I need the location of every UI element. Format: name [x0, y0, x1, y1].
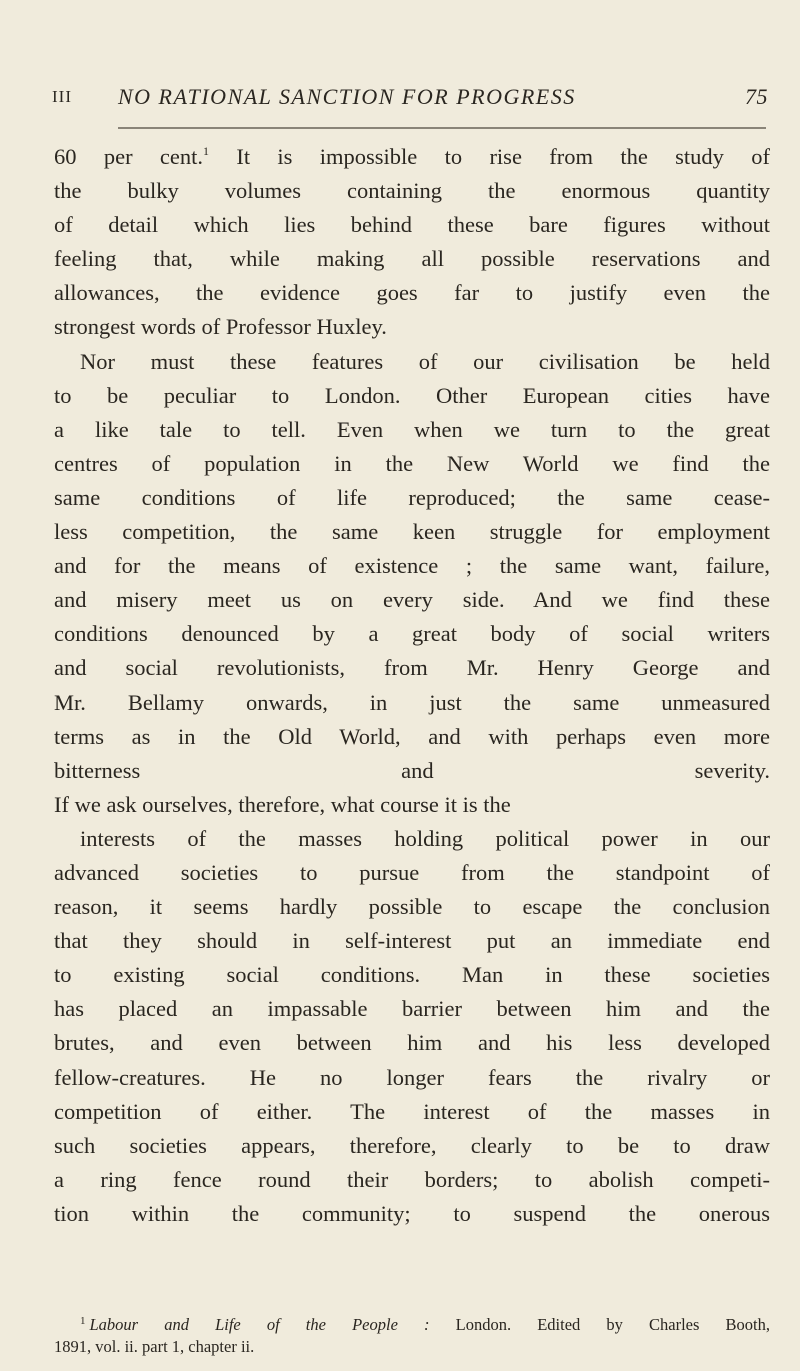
running-head	[52, 84, 768, 118]
text-line: fellow-creatures. He no longer fears the rivalry or	[54, 1064, 770, 1090]
header-rule	[118, 127, 766, 129]
text-line: feeling that, while making all possible reservations and	[54, 246, 770, 272]
text-line: bitterness and severity.	[54, 757, 770, 783]
text-line: reason, it seems hardly possible to escape the conclusion	[54, 894, 770, 920]
text-line: to be peculiar to London. Other European cities have	[54, 382, 770, 408]
page-number: 75	[745, 84, 768, 109]
text-line: 60 per cent.$^1$ It is impossible to rise from the study of	[54, 144, 770, 169]
text-line: and social revolutionists, from Mr. Henry George and	[54, 655, 770, 681]
text-line: of detail which lies behind these bare figures without	[54, 212, 770, 238]
text-line: Mr. Bellamy onwards, in just the same unmeasured	[54, 689, 770, 715]
text-line: interests of the masses holding political power in our	[80, 825, 770, 851]
text-line: allowances, the evidence goes far to justify even the	[54, 280, 770, 306]
text-line: brutes, and even between him and his less developed	[54, 1030, 770, 1056]
body-text	[54, 140, 770, 1231]
text-line: competition of either. The interest of the masses in	[54, 1098, 770, 1124]
text-line: the bulky volumes containing the enormous quantity	[54, 178, 770, 204]
text-line: that they should in self-interest put an immediate end	[54, 928, 770, 954]
text-line: tion within the community; to suspend the onerous	[54, 1200, 770, 1226]
text-line: Nor must these features of our civilisation be held	[80, 348, 770, 374]
text-line: advanced societies to pursue from the standpoint of	[54, 859, 770, 885]
text-line: to existing social conditions. Man in these societies	[54, 962, 770, 988]
text-line: strongest words of Professor Huxley.	[54, 314, 387, 340]
text-line: such societies appears, therefore, clearly to be to draw	[54, 1132, 770, 1158]
text-line: less competition, the same keen struggle for employment	[54, 519, 770, 545]
text-line: and misery meet us on every side. And we find these	[54, 587, 770, 613]
footnote-line: $^1$ Labour and Life of the People : London. Edited by Charles Booth,	[80, 1315, 770, 1334]
text-line: If we ask ourselves, therefore, what course it is the	[54, 791, 511, 817]
text-line: and for the means of existence ; the same want, failure,	[54, 553, 770, 579]
text-line: same conditions of life reproduced; the same cease-	[54, 484, 770, 510]
text-line: conditions denounced by a great body of social writers	[54, 621, 770, 647]
footnote	[54, 1314, 770, 1358]
running-title: NO RATIONAL SANCTION FOR PROGRESS	[118, 84, 576, 109]
text-line: a like tale to tell. Even when we turn to the great	[54, 416, 770, 442]
text-line: has placed an impassable barrier between him and the	[54, 996, 770, 1022]
text-line: a ring fence round their borders; to abolish competi-	[54, 1166, 770, 1192]
footnote-reference[interactable]: 1	[203, 144, 209, 158]
chapter-number: III	[52, 87, 72, 106]
text-line: terms as in the Old World, and with perhaps even more	[54, 723, 770, 749]
footnote-marker: 1	[80, 1315, 86, 1327]
footnote-line: 1891, vol. ii. part 1, chapter ii.	[54, 1337, 255, 1356]
footnote-work-title: Labour and Life of the People :	[89, 1315, 430, 1334]
text-line: centres of population in the New World we find the	[54, 450, 770, 476]
